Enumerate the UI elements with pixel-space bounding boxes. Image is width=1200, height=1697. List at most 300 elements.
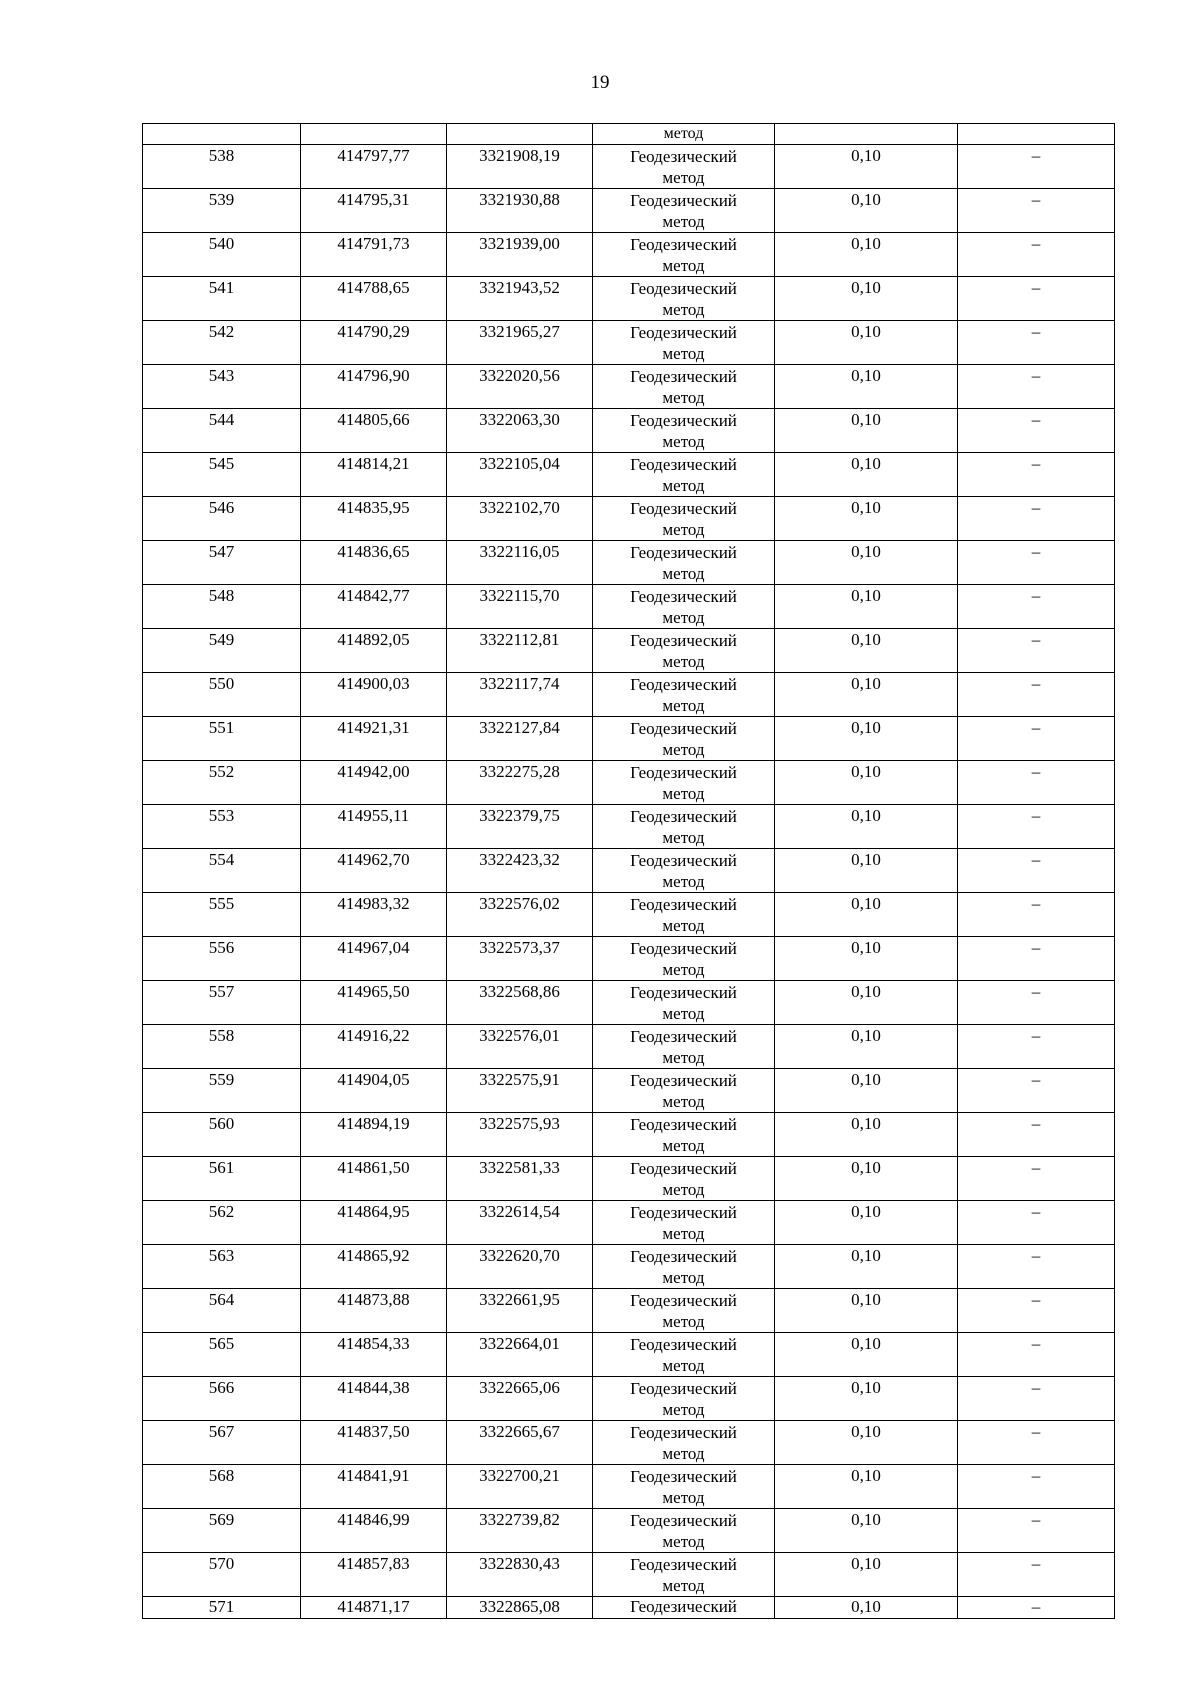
table-cell (447, 124, 593, 145)
table-row (143, 1509, 1115, 1553)
point-number-cell: 538 (143, 145, 301, 189)
method-cell (593, 673, 775, 717)
method-line-1: Геодезический (630, 147, 737, 166)
method-cell (593, 717, 775, 761)
point-number-cell: 567 (143, 1421, 301, 1465)
description-cell: – (958, 541, 1115, 585)
accuracy-cell: 0,10 (775, 365, 958, 409)
accuracy-cell: 0,10 (775, 1245, 958, 1289)
table-row (143, 409, 1115, 453)
description-cell: – (958, 1157, 1115, 1201)
x-coordinate-cell: 414983,32 (301, 893, 447, 937)
accuracy-cell: 0,10 (775, 849, 958, 893)
method-line-1: Геодезический (630, 631, 737, 650)
y-coordinate-cell: 3322116,05 (447, 541, 593, 585)
table-row (143, 1421, 1115, 1465)
point-number-cell: 552 (143, 761, 301, 805)
description-cell: – (958, 321, 1115, 365)
method-line-2: метод (662, 828, 705, 847)
method-line-2: метод (662, 1268, 705, 1287)
point-number-cell: 539 (143, 189, 301, 233)
point-number-cell: 554 (143, 849, 301, 893)
x-coordinate-cell: 414791,73 (301, 233, 447, 277)
accuracy-cell: 0,10 (775, 1597, 958, 1619)
x-coordinate-cell: 414835,95 (301, 497, 447, 541)
method-cell (593, 1245, 775, 1289)
method-line-2: метод (662, 300, 705, 319)
table-row (143, 1025, 1115, 1069)
method-line-1: Геодезический (630, 1115, 737, 1134)
point-number-cell: 542 (143, 321, 301, 365)
method-line-1: Геодезический (630, 851, 737, 870)
accuracy-cell: 0,10 (775, 277, 958, 321)
y-coordinate-cell: 3322620,70 (447, 1245, 593, 1289)
description-cell: – (958, 761, 1115, 805)
method-cell (593, 805, 775, 849)
method-cell (593, 1509, 775, 1553)
table-cell (143, 124, 301, 145)
x-coordinate-cell: 414942,00 (301, 761, 447, 805)
method-cell (593, 497, 775, 541)
y-coordinate-cell: 3322576,02 (447, 893, 593, 937)
table-row (143, 1201, 1115, 1245)
y-coordinate-cell: 3322573,37 (447, 937, 593, 981)
point-number-cell: 564 (143, 1289, 301, 1333)
method-cell (593, 849, 775, 893)
point-number-cell: 571 (143, 1597, 301, 1619)
method-cell (593, 937, 775, 981)
table-row (143, 585, 1115, 629)
method-line-2: метод (662, 1224, 705, 1243)
table-row (143, 1289, 1115, 1333)
accuracy-cell: 0,10 (775, 1553, 958, 1597)
method-line-1: Геодезический (630, 279, 737, 298)
method-line-1: Геодезический (630, 763, 737, 782)
method-line-2: метод (662, 1576, 705, 1595)
table-row (143, 233, 1115, 277)
description-cell: – (958, 1465, 1115, 1509)
method-line-1: Геодезический (630, 1511, 737, 1530)
table-row (143, 1069, 1115, 1113)
x-coordinate-cell: 414962,70 (301, 849, 447, 893)
x-coordinate-cell: 414904,05 (301, 1069, 447, 1113)
point-number-cell: 560 (143, 1113, 301, 1157)
method-line-2: метод (662, 1180, 705, 1199)
y-coordinate-cell: 3322127,84 (447, 717, 593, 761)
point-number-cell: 551 (143, 717, 301, 761)
method-line-1: Геодезический (630, 675, 737, 694)
method-cell (593, 1289, 775, 1333)
description-cell: – (958, 585, 1115, 629)
point-number-cell: 543 (143, 365, 301, 409)
point-number-cell: 541 (143, 277, 301, 321)
x-coordinate-cell: 414894,19 (301, 1113, 447, 1157)
table-row (143, 1553, 1115, 1597)
method-cell (593, 453, 775, 497)
method-line-2: метод (662, 740, 705, 759)
accuracy-cell: 0,10 (775, 453, 958, 497)
y-coordinate-cell: 3322105,04 (447, 453, 593, 497)
point-number-cell: 546 (143, 497, 301, 541)
table-row (143, 1157, 1115, 1201)
method-line-2: метод (662, 652, 705, 671)
x-coordinate-cell: 414871,17 (301, 1597, 447, 1619)
method-line-1: Геодезический (630, 807, 737, 826)
table-cell (301, 124, 447, 145)
method-line-2: метод (662, 916, 705, 935)
method-line-1: Геодезический (630, 411, 737, 430)
accuracy-cell: 0,10 (775, 1157, 958, 1201)
point-number-cell: 558 (143, 1025, 301, 1069)
x-coordinate-cell: 414805,66 (301, 409, 447, 453)
table-row (143, 937, 1115, 981)
y-coordinate-cell: 3322063,30 (447, 409, 593, 453)
method-line-2: метод (662, 1356, 705, 1375)
x-coordinate-cell: 414857,83 (301, 1553, 447, 1597)
y-coordinate-cell: 3321939,00 (447, 233, 593, 277)
y-coordinate-cell: 3322020,56 (447, 365, 593, 409)
point-number-cell: 565 (143, 1333, 301, 1377)
method-line-2: метод (662, 476, 705, 495)
y-coordinate-cell: 3322865,08 (447, 1597, 593, 1619)
point-number-cell: 540 (143, 233, 301, 277)
description-cell: – (958, 1377, 1115, 1421)
point-number-cell: 570 (143, 1553, 301, 1597)
accuracy-cell: 0,10 (775, 541, 958, 585)
y-coordinate-cell: 3322661,95 (447, 1289, 593, 1333)
method-line-2: метод (662, 608, 705, 627)
method-line-1: Геодезический (630, 1423, 737, 1442)
table-cell (775, 124, 958, 145)
x-coordinate-cell: 414854,33 (301, 1333, 447, 1377)
method-cell: Геодезический (593, 1597, 775, 1619)
x-coordinate-cell: 414797,77 (301, 145, 447, 189)
accuracy-cell: 0,10 (775, 321, 958, 365)
x-coordinate-cell: 414967,04 (301, 937, 447, 981)
description-cell: – (958, 981, 1115, 1025)
method-line-2: метод (662, 872, 705, 891)
x-coordinate-cell: 414795,31 (301, 189, 447, 233)
method-cell (593, 541, 775, 585)
y-coordinate-cell: 3322275,28 (447, 761, 593, 805)
method-cell (593, 409, 775, 453)
table-row (143, 145, 1115, 189)
y-coordinate-cell: 3322112,81 (447, 629, 593, 673)
page-number: 19 (590, 72, 610, 93)
accuracy-cell: 0,10 (775, 1113, 958, 1157)
method-line-1: Геодезический (630, 1335, 737, 1354)
accuracy-cell: 0,10 (775, 629, 958, 673)
table-row (143, 497, 1115, 541)
point-number-cell: 555 (143, 893, 301, 937)
description-cell: – (958, 805, 1115, 849)
method-cell (593, 1113, 775, 1157)
y-coordinate-cell: 3322423,32 (447, 849, 593, 893)
description-cell: – (958, 1421, 1115, 1465)
description-cell: – (958, 1069, 1115, 1113)
method-line-2: метод (662, 432, 705, 451)
method-line-1: Геодезический (630, 1071, 737, 1090)
description-cell: – (958, 453, 1115, 497)
point-number-cell: 561 (143, 1157, 301, 1201)
description-cell: – (958, 1289, 1115, 1333)
method-line-1: Геодезический (630, 1027, 737, 1046)
y-coordinate-cell: 3322739,82 (447, 1509, 593, 1553)
y-coordinate-cell: 3322665,67 (447, 1421, 593, 1465)
accuracy-cell: 0,10 (775, 585, 958, 629)
y-coordinate-cell: 3321965,27 (447, 321, 593, 365)
accuracy-cell: 0,10 (775, 673, 958, 717)
description-cell: – (958, 1509, 1115, 1553)
x-coordinate-cell: 414873,88 (301, 1289, 447, 1333)
accuracy-cell: 0,10 (775, 717, 958, 761)
accuracy-cell: 0,10 (775, 497, 958, 541)
coordinates-table (142, 123, 1115, 1619)
method-line-2: метод (662, 256, 705, 275)
y-coordinate-cell: 3322102,70 (447, 497, 593, 541)
method-cell (593, 761, 775, 805)
method-line-2: метод (662, 520, 705, 539)
x-coordinate-cell: 414955,11 (301, 805, 447, 849)
description-cell: – (958, 1201, 1115, 1245)
accuracy-cell: 0,10 (775, 1201, 958, 1245)
method-cell (593, 629, 775, 673)
method-cell (593, 145, 775, 189)
description-cell: – (958, 717, 1115, 761)
x-coordinate-cell: 414865,92 (301, 1245, 447, 1289)
x-coordinate-cell: 414788,65 (301, 277, 447, 321)
x-coordinate-cell: 414916,22 (301, 1025, 447, 1069)
accuracy-cell: 0,10 (775, 1509, 958, 1553)
description-cell: – (958, 893, 1115, 937)
x-coordinate-cell: 414837,50 (301, 1421, 447, 1465)
y-coordinate-cell: 3322830,43 (447, 1553, 593, 1597)
method-line-1: Геодезический (630, 719, 737, 738)
method-cell (593, 189, 775, 233)
method-cell (593, 1553, 775, 1597)
point-number-cell: 569 (143, 1509, 301, 1553)
method-cell (593, 1465, 775, 1509)
method-line-1: Геодезический (630, 323, 737, 342)
method-line-1: Геодезический (630, 455, 737, 474)
x-coordinate-cell: 414861,50 (301, 1157, 447, 1201)
method-line-2: метод (662, 1444, 705, 1463)
y-coordinate-cell: 3322576,01 (447, 1025, 593, 1069)
point-number-cell: 549 (143, 629, 301, 673)
y-coordinate-cell: 3322115,70 (447, 585, 593, 629)
method-cell (593, 585, 775, 629)
table-row (143, 1465, 1115, 1509)
accuracy-cell: 0,10 (775, 1025, 958, 1069)
table-row (143, 981, 1115, 1025)
method-line-2: метод (662, 1092, 705, 1111)
table-row (143, 541, 1115, 585)
method-line-1: Геодезический (630, 499, 737, 518)
method-line-1: Геодезический (630, 895, 737, 914)
accuracy-cell: 0,10 (775, 1465, 958, 1509)
method-cell (593, 1333, 775, 1377)
table-row (143, 673, 1115, 717)
point-number-cell: 559 (143, 1069, 301, 1113)
table-row (143, 1245, 1115, 1289)
description-cell: – (958, 409, 1115, 453)
x-coordinate-cell: 414900,03 (301, 673, 447, 717)
method-cell (593, 1377, 775, 1421)
method-cell: метод (593, 124, 775, 145)
x-coordinate-cell: 414864,95 (301, 1201, 447, 1245)
table-row (143, 849, 1115, 893)
accuracy-cell: 0,10 (775, 1421, 958, 1465)
x-coordinate-cell: 414814,21 (301, 453, 447, 497)
method-line-1: Геодезический (630, 1467, 737, 1486)
table-row (143, 629, 1115, 673)
y-coordinate-cell: 3322379,75 (447, 805, 593, 849)
description-cell: – (958, 145, 1115, 189)
method-line-2: метод (662, 696, 705, 715)
method-line-1: Геодезический (630, 939, 737, 958)
table-row (143, 893, 1115, 937)
method-line-2: метод (662, 1048, 705, 1067)
x-coordinate-cell: 414844,38 (301, 1377, 447, 1421)
y-coordinate-cell: 3322568,86 (447, 981, 593, 1025)
description-cell: – (958, 849, 1115, 893)
point-number-cell: 547 (143, 541, 301, 585)
y-coordinate-cell: 3322581,33 (447, 1157, 593, 1201)
description-cell: – (958, 277, 1115, 321)
point-number-cell: 550 (143, 673, 301, 717)
y-coordinate-cell: 3322700,21 (447, 1465, 593, 1509)
point-number-cell: 557 (143, 981, 301, 1025)
accuracy-cell: 0,10 (775, 189, 958, 233)
accuracy-cell: 0,10 (775, 1377, 958, 1421)
method-line-2: метод (662, 960, 705, 979)
table-row (143, 1113, 1115, 1157)
x-coordinate-cell: 414836,65 (301, 541, 447, 585)
method-line-2: метод (662, 212, 705, 231)
accuracy-cell: 0,10 (775, 1069, 958, 1113)
table-row (143, 321, 1115, 365)
table-row (143, 1333, 1115, 1377)
method-cell (593, 1069, 775, 1113)
x-coordinate-cell: 414841,91 (301, 1465, 447, 1509)
point-number-cell: 548 (143, 585, 301, 629)
y-coordinate-cell: 3321930,88 (447, 189, 593, 233)
description-cell: – (958, 1113, 1115, 1157)
method-line-1: Геодезический (630, 367, 737, 386)
method-cell (593, 277, 775, 321)
method-line-1: Геодезический (630, 1291, 737, 1310)
table-row (143, 805, 1115, 849)
accuracy-cell: 0,10 (775, 805, 958, 849)
method-line-1: Геодезический (630, 1159, 737, 1178)
x-coordinate-cell: 414965,50 (301, 981, 447, 1025)
point-number-cell: 566 (143, 1377, 301, 1421)
method-line-1: Геодезический (630, 1379, 737, 1398)
table-row (143, 761, 1115, 805)
method-line-2: метод (662, 1312, 705, 1331)
y-coordinate-cell: 3322665,06 (447, 1377, 593, 1421)
method-line-2: метод (662, 784, 705, 803)
method-line-2: метод (662, 388, 705, 407)
description-cell: – (958, 1245, 1115, 1289)
method-line-1: Геодезический (630, 235, 737, 254)
point-number-cell: 568 (143, 1465, 301, 1509)
description-cell: – (958, 189, 1115, 233)
method-cell (593, 893, 775, 937)
method-line-1: Геодезический (630, 587, 737, 606)
method-line-2: метод (662, 1532, 705, 1551)
x-coordinate-cell: 414921,31 (301, 717, 447, 761)
y-coordinate-cell: 3322664,01 (447, 1333, 593, 1377)
table-row (143, 277, 1115, 321)
method-line-2: метод (662, 1400, 705, 1419)
table-row (143, 1377, 1115, 1421)
method-line-2: метод (662, 1004, 705, 1023)
method-cell (593, 233, 775, 277)
continuation-row (143, 124, 1115, 145)
description-cell: – (958, 937, 1115, 981)
description-cell: – (958, 1597, 1115, 1619)
method-cell (593, 365, 775, 409)
y-coordinate-cell: 3321943,52 (447, 277, 593, 321)
description-cell: – (958, 629, 1115, 673)
description-cell: – (958, 673, 1115, 717)
y-coordinate-cell: 3322614,54 (447, 1201, 593, 1245)
x-coordinate-cell: 414842,77 (301, 585, 447, 629)
method-line-2: метод (662, 168, 705, 187)
table-row (143, 189, 1115, 233)
accuracy-cell: 0,10 (775, 893, 958, 937)
y-coordinate-cell: 3322575,91 (447, 1069, 593, 1113)
accuracy-cell: 0,10 (775, 145, 958, 189)
method-cell (593, 981, 775, 1025)
point-number-cell: 545 (143, 453, 301, 497)
description-cell: – (958, 365, 1115, 409)
table-row (143, 365, 1115, 409)
accuracy-cell: 0,10 (775, 981, 958, 1025)
accuracy-cell: 0,10 (775, 937, 958, 981)
point-number-cell: 562 (143, 1201, 301, 1245)
accuracy-cell: 0,10 (775, 1333, 958, 1377)
y-coordinate-cell: 3321908,19 (447, 145, 593, 189)
description-cell: – (958, 1333, 1115, 1377)
accuracy-cell: 0,10 (775, 409, 958, 453)
description-cell: – (958, 497, 1115, 541)
table-cell (958, 124, 1115, 145)
method-line-1: Геодезический (630, 543, 737, 562)
description-cell: – (958, 1025, 1115, 1069)
method-line-1: Геодезический (630, 191, 737, 210)
description-cell: – (958, 233, 1115, 277)
accuracy-cell: 0,10 (775, 233, 958, 277)
method-line-1: Геодезический (630, 1203, 737, 1222)
point-number-cell: 544 (143, 409, 301, 453)
method-line-2: метод (662, 564, 705, 583)
accuracy-cell: 0,10 (775, 761, 958, 805)
table-row (143, 1597, 1115, 1619)
x-coordinate-cell: 414892,05 (301, 629, 447, 673)
method-line-1: Геодезический (630, 1247, 737, 1266)
method-line-2: метод (662, 1136, 705, 1155)
x-coordinate-cell: 414790,29 (301, 321, 447, 365)
point-number-cell: 556 (143, 937, 301, 981)
y-coordinate-cell: 3322117,74 (447, 673, 593, 717)
method-line-2: метод (662, 344, 705, 363)
x-coordinate-cell: 414846,99 (301, 1509, 447, 1553)
method-cell (593, 1421, 775, 1465)
method-cell (593, 1201, 775, 1245)
method-cell (593, 1025, 775, 1069)
